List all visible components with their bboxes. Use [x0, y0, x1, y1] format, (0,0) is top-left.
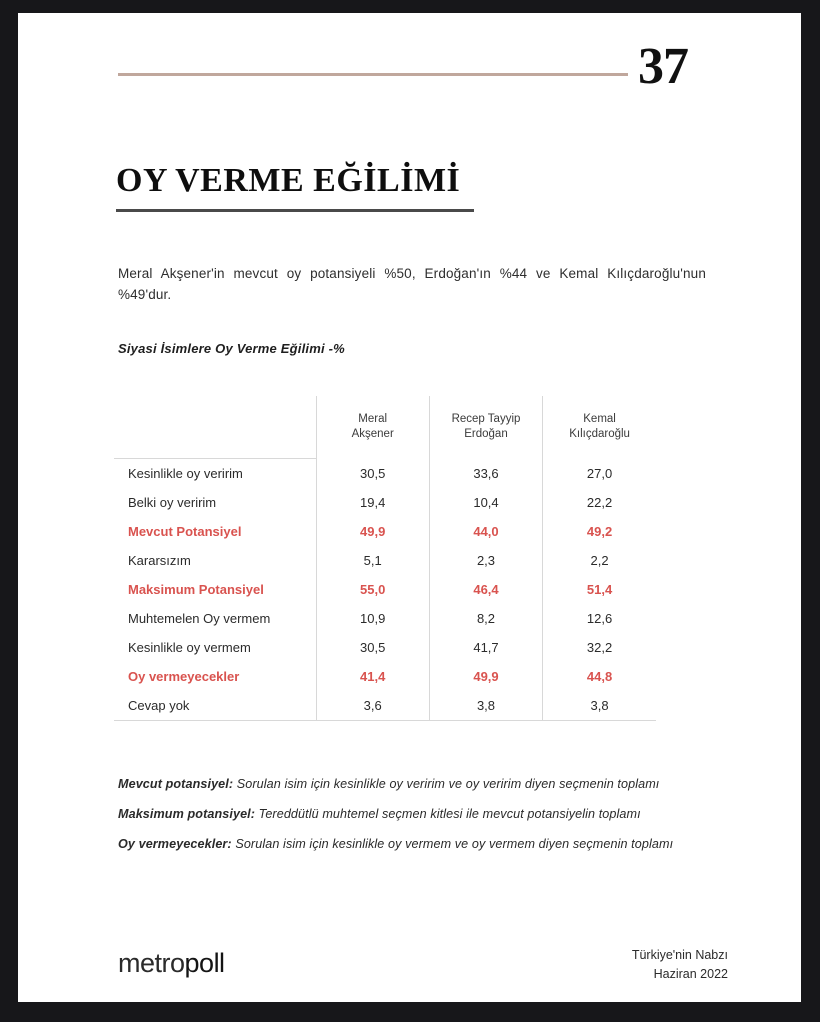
row-value: 30,5 — [316, 633, 429, 662]
row-value: 51,4 — [543, 575, 656, 604]
row-value: 30,5 — [316, 459, 429, 489]
footnote-term: Oy vermeyecekler: — [118, 837, 232, 851]
row-label: Kesinlikle oy veririm — [128, 466, 243, 481]
row-value: 22,2 — [543, 488, 656, 517]
row-label: Oy vermeyecekler — [128, 669, 240, 684]
row-label: Cevap yok — [114, 691, 316, 721]
footnote-oy-vermeyecekler — [118, 835, 748, 853]
row-value: 19,4 — [316, 488, 429, 517]
footnote-text: Tereddütlü muhtemel seçmen kitlesi ile mevcut potansiyelin toplamı — [255, 807, 641, 821]
table-row — [114, 633, 656, 662]
footnotes — [118, 775, 748, 865]
page-header — [18, 13, 801, 123]
column-header-line1: Meral — [358, 413, 388, 426]
row-label: Muhtemelen Oy vermem — [128, 611, 271, 626]
row-label: Maksimum Potansiyel — [128, 582, 264, 597]
poll-table-wrapper — [114, 396, 656, 721]
row-value: 49,9 — [316, 517, 429, 546]
row-value: 3,6 — [316, 691, 429, 721]
row-value: 49,2 — [543, 517, 656, 546]
survey-name: Türkiye'nin Nabzı — [631, 948, 728, 962]
table-body — [114, 459, 656, 721]
page-title: OY VERME EĞİLİMİ — [116, 162, 461, 199]
logo-text-part1: metro — [118, 948, 185, 978]
column-header-line1: Recep Tayyip — [451, 413, 521, 426]
logo-text-part2: poll — [184, 948, 225, 978]
column-header-meral-aksener — [316, 396, 429, 459]
row-value: 12,6 — [543, 604, 656, 633]
row-value: 3,8 — [429, 691, 542, 721]
column-header-line1: Kemal — [583, 413, 616, 426]
column-header-kemal-kilicdaroglu — [543, 396, 656, 459]
row-label: Mevcut Potansiyel — [128, 524, 242, 539]
page-number: 37 — [638, 38, 688, 95]
poll-table — [114, 396, 656, 721]
metropoll-logo — [118, 948, 225, 979]
footnote-term: Mevcut potansiyel: — [118, 777, 234, 791]
table-header-row — [114, 396, 656, 459]
row-value: 2,2 — [543, 546, 656, 575]
footnote-text: Sorulan isim için kesinlikle oy veririm ve oy veririm diyen seçmenin toplamı — [233, 777, 660, 791]
row-value: 32,2 — [543, 633, 656, 662]
title-block — [116, 161, 474, 212]
intro-paragraph: Meral Akşener'in mevcut oy potansiyeli %50, Erdoğan'ın %44 ve Kemal Kılıçdaroğlu'nun %49'dur. — [118, 266, 706, 302]
report-page — [18, 13, 801, 1002]
survey-date: Haziran 2022 — [653, 967, 728, 981]
footnote-maksimum-potansiyel — [118, 805, 748, 823]
footnote-mevcut-potansiyel — [118, 775, 748, 793]
row-label: Belki oy veririm — [128, 495, 217, 510]
row-value: 10,9 — [316, 604, 429, 633]
row-value: 2,3 — [429, 546, 542, 575]
row-value: 55,0 — [316, 575, 429, 604]
table-corner-cell — [114, 396, 316, 459]
page-footer — [18, 938, 801, 998]
table-row — [114, 691, 656, 721]
column-header-line2: Akşener — [351, 428, 394, 441]
column-header-recep-tayyip-erdogan — [429, 396, 542, 459]
table-header — [114, 396, 656, 459]
row-value: 33,6 — [429, 459, 542, 489]
row-value: 27,0 — [543, 459, 656, 489]
table-row — [114, 604, 656, 633]
chart-subtitle: Siyasi İsimlere Oy Verme Eğilimi -% — [118, 341, 345, 356]
footnote-text: Sorulan isim için kesinlikle oy vermem ve oy vermem diyen seçmenin toplamı — [231, 837, 674, 851]
row-value: 3,8 — [543, 691, 656, 721]
row-label: Kesinlikle oy vermem — [128, 640, 251, 655]
row-value: 8,2 — [429, 604, 542, 633]
column-header-line2: Kılıçdaroğlu — [569, 428, 630, 441]
row-value: 44,0 — [429, 517, 542, 546]
header-rule-decoration — [118, 73, 628, 76]
table-row — [114, 459, 656, 489]
table-row-highlighted — [114, 575, 656, 604]
row-value: 49,9 — [429, 662, 542, 691]
footer-meta — [632, 946, 728, 984]
row-value: 5,1 — [316, 546, 429, 575]
table-row-highlighted — [114, 517, 656, 546]
table-row — [114, 488, 656, 517]
row-value: 46,4 — [429, 575, 542, 604]
row-value: 44,8 — [543, 662, 656, 691]
row-value: 41,7 — [429, 633, 542, 662]
footnote-term: Maksimum potansiyel: — [118, 807, 256, 821]
row-value: 10,4 — [429, 488, 542, 517]
table-row — [114, 546, 656, 575]
title-underline-decoration — [116, 209, 474, 212]
column-header-line2: Erdoğan — [464, 428, 508, 441]
table-row-highlighted — [114, 662, 656, 691]
row-value: 41,4 — [316, 662, 429, 691]
row-label: Kararsızım — [128, 553, 191, 568]
